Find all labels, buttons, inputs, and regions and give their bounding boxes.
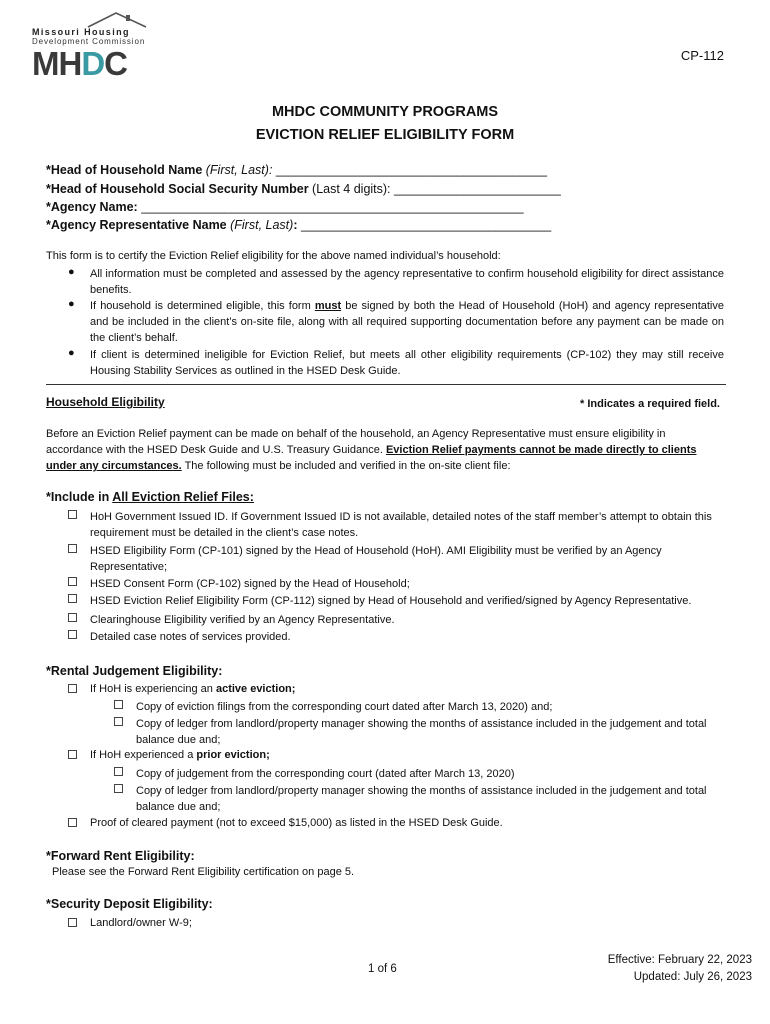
checkbox[interactable] [68,544,77,556]
checkbox[interactable] [114,767,123,779]
checkbox[interactable] [68,818,77,830]
include-item: HoH Government Issued ID. If Government Issued ID is not available, detailed notes of the staff member’s attempt to obtain this requirement must be detailed in the client’s case notes. [90,511,712,539]
rental-heading: *Rental Judgement Eligibility: [46,664,223,678]
active-eviction-label: If HoH is experiencing an active eviction; [90,683,296,695]
checkbox[interactable] [114,700,123,712]
required-note: * Indicates a required field. [580,398,720,410]
bullet-icon: ● [68,266,75,278]
checkbox[interactable] [68,577,77,589]
checkbox[interactable] [68,750,77,762]
checkbox[interactable] [68,918,77,930]
title-line1: MHDC COMMUNITY PROGRAMS [271,104,499,120]
proof-of-payment: Proof of cleared payment (not to exceed $15,000) as listed in the HSED Desk Guide. [90,817,503,829]
bullet-icon: ● [68,347,75,359]
deposit-heading: *Security Deposit Eligibility: [46,897,213,911]
hoh-name-field[interactable]: *Head of Household Name (First, Last): _______________________________________ [46,163,548,177]
agency-rep-field[interactable]: *Agency Representative Name (First, Last): ____________________________________ [46,218,552,232]
forward-heading: *Forward Rent Eligibility: [46,849,195,863]
active-sub-2: Copy of ledger from landlord/property manager showing the months of assistance included in the judgement and total balance due and; [136,718,707,746]
forward-text: Please see the Forward Rent Eligibility certification on page 5. [52,866,355,878]
bullet-icon: ● [68,298,75,310]
checkbox[interactable] [68,684,77,696]
include-item: HSED Eviction Relief Eligibility Form (CP-112) signed by Head of Household and verified/signed by Agency Representative. [90,595,692,607]
logo-line2: Development Commission [32,37,146,46]
updated-date: Updated: July 26, 2023 [633,971,752,983]
bullet-3: If client is determined ineligible for Eviction Relief, but meets all other eligibility requirements (CP-102) they may still receive Housing Stability Services as outlined in the HSED Desk Guide. [90,349,724,377]
prior-sub-2: Copy of ledger from landlord/property manager showing the months of assistance included in the judgement and total balance due and; [136,785,707,813]
mhdc-logo [32,12,148,82]
logo-line1: Missouri Housing [32,27,130,37]
bullet-2: If household is determined eligible, this form must be signed by both the Head of Household (HoH) and agency representative and be included in the client’s on-site file, along with all required supporting documentation before any payment can be made on the client’s behalf. [90,300,724,344]
household-heading: Household Eligibility [46,395,165,409]
include-item: Clearinghouse Eligibility verified by an Agency Representative. [90,614,395,626]
checkbox[interactable] [114,717,123,729]
prior-sub-1: Copy of judgement from the corresponding court (dated after March 13, 2020) [136,768,515,780]
house-roof-icon [86,12,148,28]
page-number: 1 of 6 [368,963,397,975]
include-item: HSED Eligibility Form (CP-101) signed by the Head of Household (HoH). AMI Eligibility must be verified by an Agency Representative; [90,545,662,573]
checkbox[interactable] [68,630,77,642]
agency-name-field[interactable]: *Agency Name: _______________________________________________________ [46,200,524,214]
checkbox[interactable] [68,613,77,625]
deposit-item: Landlord/owner W-9; [90,917,192,929]
include-item: HSED Consent Form (CP-102) signed by the Head of Household; [90,578,410,590]
ssn-field[interactable]: *Head of Household Social Security Number (Last 4 digits): ________________________ [46,182,561,196]
intro-text: This form is to certify the Eviction Relief eligibility for the above named individual’s household: [46,250,501,262]
effective-date: Effective: February 22, 2023 [607,954,752,966]
household-paragraph: Before an Eviction Relief payment can be made on behalf of the household, an Agency Representative must ensure eligibility in accordance with the HSED Desk Guide and U.S. Treasury Guidance. Eviction Relief payments cannot be made directly to clients under any circumstances. The following must be included and verified in the on-site client file: [46,428,697,472]
title-line2: EVICTION RELIEF ELIGIBILITY FORM [255,127,515,143]
checkbox[interactable] [68,510,77,522]
form-number: CP-112 [680,48,724,63]
active-sub-1: Copy of eviction filings from the corresponding court dated after March 13, 2020) and; [136,701,553,713]
checkbox[interactable] [68,594,77,606]
section-divider [46,384,726,385]
include-heading: *Include in All Eviction Relief Files: [46,490,254,504]
checkbox[interactable] [114,784,123,796]
include-item: Detailed case notes of services provided. [90,631,291,643]
logo-letters: MHDC [32,45,128,82]
prior-eviction-label: If HoH experienced a prior eviction; [90,749,270,761]
bullet-1: All information must be completed and assessed by the agency representative to confirm household eligibility for direct assistance benefits. [90,268,724,296]
